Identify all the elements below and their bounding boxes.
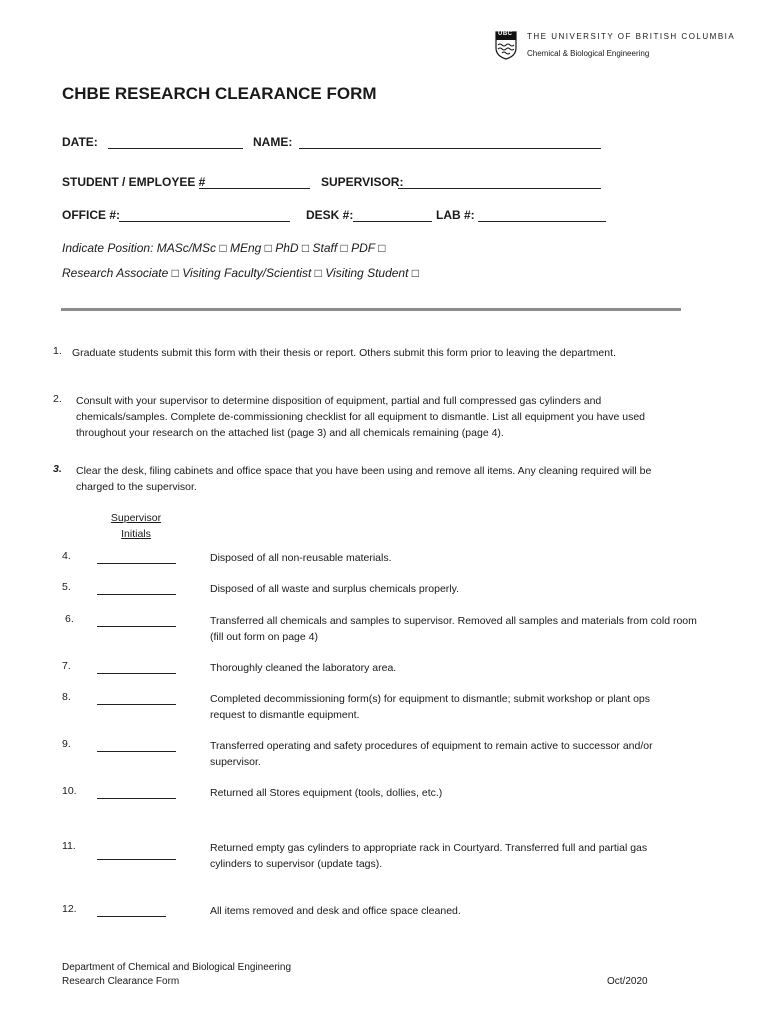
footer-form-name: Research Clearance Form xyxy=(62,976,180,987)
item-number: 2. xyxy=(53,393,62,405)
desk-field[interactable] xyxy=(353,221,432,222)
form-title: CHBE RESEARCH CLEARANCE FORM xyxy=(62,84,377,103)
student-employee-label: STUDENT / EMPLOYEE # xyxy=(62,175,206,189)
date-field[interactable] xyxy=(108,148,243,149)
checklist-number: 11. xyxy=(62,840,76,852)
lab-field[interactable] xyxy=(478,221,606,222)
initials-field[interactable] xyxy=(97,594,176,595)
initials-field[interactable] xyxy=(97,673,176,674)
supervisor-field[interactable] xyxy=(398,188,601,189)
initials-field[interactable] xyxy=(97,751,176,752)
position-options-line1[interactable]: Indicate Position: MASc/MSc □ MEng □ PhD □ Staff □ PDF □ xyxy=(62,241,386,255)
date-label: DATE: xyxy=(62,135,98,149)
section-divider xyxy=(61,308,681,311)
item-number: 1. xyxy=(53,345,62,357)
supervisor-label: SUPERVISOR: xyxy=(321,175,404,189)
initials-field[interactable] xyxy=(97,916,166,917)
department-name: Chemical & Biological Engineering xyxy=(527,49,650,58)
supervisor-initials-line2: Initials xyxy=(121,528,151,540)
checklist-number: 9. xyxy=(62,738,71,750)
university-name: THE UNIVERSITY OF BRITISH COLUMBIA xyxy=(527,32,736,41)
checklist-item: All items removed and desk and office space cleaned. xyxy=(210,905,461,917)
checklist-item: Transferred all chemicals and samples to supervisor. Removed all samples and materials from cold room (fill out form on page 4) xyxy=(210,615,697,643)
checklist-item: Disposed of all non-reusable materials. xyxy=(210,552,392,564)
supervisor-initials-line1: Supervisor xyxy=(110,512,162,524)
checklist-item: Disposed of all waste and surplus chemicals properly. xyxy=(210,583,460,595)
checklist-number: 7. xyxy=(62,660,71,672)
checklist-number: 6. xyxy=(65,613,74,625)
footer-date: Oct/2020 xyxy=(607,976,648,987)
checklist-item: Returned empty gas cylinders to appropriate rack in Courtyard. Transferred full and partial gas cylinders to supervisor (update tags). xyxy=(210,842,648,870)
name-field[interactable] xyxy=(299,148,601,149)
checklist-number: 10. xyxy=(62,785,77,797)
instruction-item: Consult with your supervisor to determine disposition of equipment, partial and full compressed gas cylinders and chemicals/samples. Complete de-commissioning checklist for all equipment to dismantle. List all equipment you have used throughout your research on the attached list (page 3) and all chemicals remaining (page 4). xyxy=(76,395,646,439)
student-employee-field[interactable] xyxy=(199,188,310,189)
checklist-item: Returned all Stores equipment (tools, dollies, etc.) xyxy=(210,787,443,799)
initials-field[interactable] xyxy=(97,798,176,799)
checklist-item: Transferred operating and safety procedures of equipment to remain active to successor and/or supervisor. xyxy=(210,740,653,768)
checklist-number: 8. xyxy=(62,691,71,703)
checklist-number: 4. xyxy=(62,550,71,562)
position-options-line2[interactable]: Research Associate □ Visiting Faculty/Scientist □ Visiting Student □ xyxy=(62,266,420,280)
office-field[interactable] xyxy=(119,221,290,222)
initials-field[interactable] xyxy=(97,626,176,627)
logo-text: UBC xyxy=(498,31,513,37)
checklist-item: Thoroughly cleaned the laboratory area. xyxy=(210,662,397,674)
lab-label: LAB #: xyxy=(436,208,475,222)
checklist-item: Completed decommissioning form(s) for equipment to dismantle; submit workshop or plant ops request to dismantle equipment. xyxy=(210,693,651,721)
checklist-number: 5. xyxy=(62,581,71,593)
instruction-item: Graduate students submit this form with their thesis or report. Others submit this form prior to leaving the department. xyxy=(72,347,616,359)
supervisor-initials-header xyxy=(96,510,176,542)
initials-field[interactable] xyxy=(97,704,176,705)
office-label: OFFICE #: xyxy=(62,208,121,222)
footer-department: Department of Chemical and Biological Engineering xyxy=(62,962,292,973)
item-number: 3. xyxy=(53,463,62,475)
ubc-logo xyxy=(495,31,517,60)
name-label: NAME: xyxy=(253,135,293,149)
desk-label: DESK #: xyxy=(306,208,354,222)
initials-field[interactable] xyxy=(97,859,176,860)
instruction-item: Clear the desk, filing cabinets and office space that you have been using and remove all items. Any cleaning required will be charged to the supervisor. xyxy=(76,465,652,493)
initials-field[interactable] xyxy=(97,563,176,564)
checklist-number: 12. xyxy=(62,903,77,915)
